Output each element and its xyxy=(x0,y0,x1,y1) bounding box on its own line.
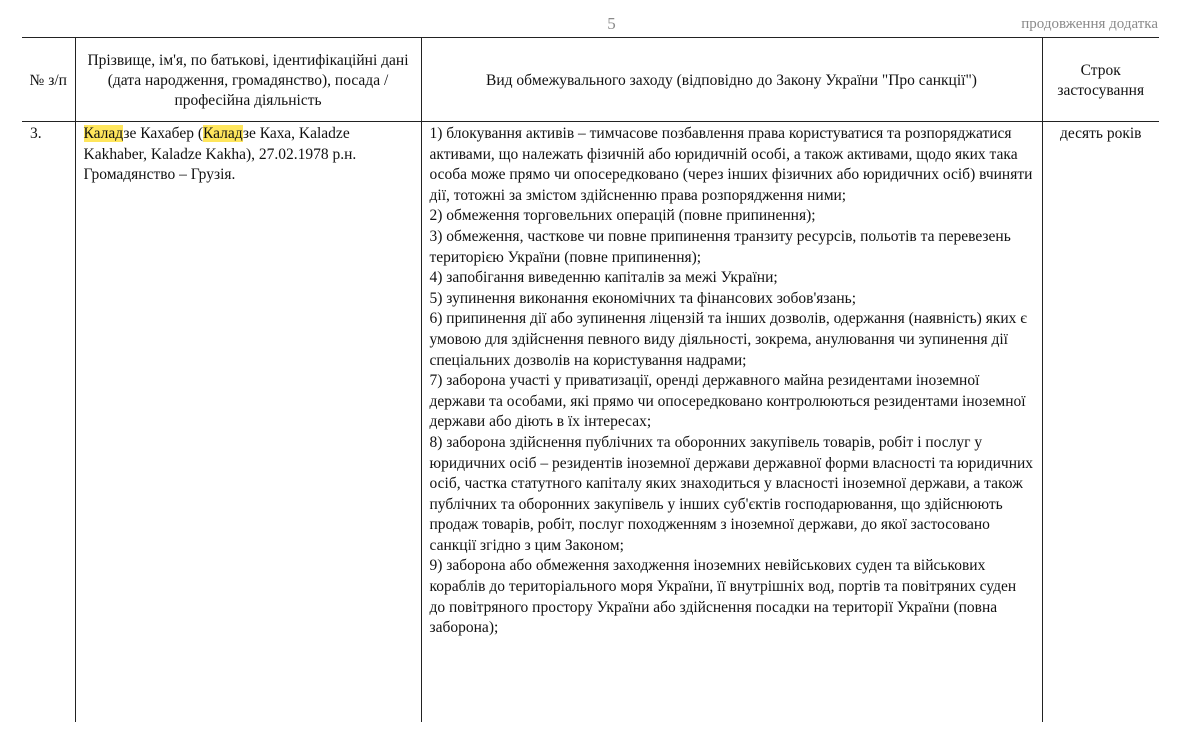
continuation-label: продовження додатка xyxy=(1021,16,1158,32)
measure-item: 7) заборона участі у приватизації, оренді державного майна резидентами іноземної держави та особами, які прямо чи опосередковано контролюються резидентами іноземної держави або діють в їх інтересах; xyxy=(429,372,1026,431)
measure-item: 1) блокування активів – тимчасове позбавлення права користуватися та розпоряджатися активами, що належать фізичній або юридичній особі, а також активами, щодо яких така особа може прямо чи опосередковано (через інших фізичних або юридичних осіб) вчиняти дії, тотожні за змістом здійсненню права розпорядження ними; xyxy=(429,125,1033,204)
table-row xyxy=(22,122,1159,722)
measure-item: 4) запобігання виведенню капіталів за межі України; xyxy=(429,269,778,287)
sanctions-table xyxy=(22,37,1159,722)
application-term: десять років xyxy=(1042,122,1159,722)
person-name-text: зе Каха, Kaladze Kakhaber, Kaladze Kakha), 27.02.1978 р.н. Громадянство – Грузія. xyxy=(83,125,357,184)
row-number: 3. xyxy=(30,125,42,142)
person-name-text: зе Кахабер ( xyxy=(123,125,204,142)
column-header-person: Прізвище, ім'я, по батькові, ідентифікаційні дані (дата народження, громадянство), посада / професійна діяльність xyxy=(75,38,421,122)
search-highlight: Калад xyxy=(83,125,124,142)
column-header-term: Строк застосування xyxy=(1042,38,1159,122)
search-highlight: Калад xyxy=(203,125,243,142)
restrictive-measures xyxy=(421,122,1042,722)
measure-item: 2) обмеження торговельних операцій (повне припинення); xyxy=(429,207,816,225)
measure-item: 6) припинення дії або зупинення ліцензій та інших дозволів, одержання (наявність) яких є умовою для здійснення певного виду діяльності, зокрема, анулювання чи зупинення дії спеціальних дозволів на користування надрами; xyxy=(429,310,1027,369)
measure-item: 3) обмеження, часткове чи повне припинення транзиту ресурсів, польотів та перевезень територією України (повне припинення); xyxy=(429,227,1011,266)
measure-item: 9) заборона або обмеження заходження іноземних невійськових суден та військових кораблів до територіального моря України, її внутрішніх вод, портів та повітряних суден до повітряного простору України або здійснення посадки на території України (повна заборона); xyxy=(429,557,1017,637)
column-header-number: № з/п xyxy=(29,71,67,89)
column-header-measure: Вид обмежувального заходу (відповідно до Закону України "Про санкції") xyxy=(421,38,1042,122)
page-number: 5 xyxy=(607,14,616,33)
person-details xyxy=(75,122,421,722)
measure-item: 8) заборона здійснення публічних та оборонних закупівель товарів, робіт і послуг у юридичних осіб – резидентів іноземної держави державної форми власності та юридичних осіб, частка статутного капіталу яких знаходиться у власності іноземної держави, а також публічних та оборонних закупівель у інших суб'єктів господарювання, що здійснюють продаж товарів, робіт, послуг походженням з іноземної держави, до якої застосовано санкції згідно з цим Законом; xyxy=(429,433,1034,554)
measure-item: 5) зупинення виконання економічних та фінансових зобов'язань; xyxy=(429,289,857,307)
table-header-row xyxy=(22,38,1159,122)
